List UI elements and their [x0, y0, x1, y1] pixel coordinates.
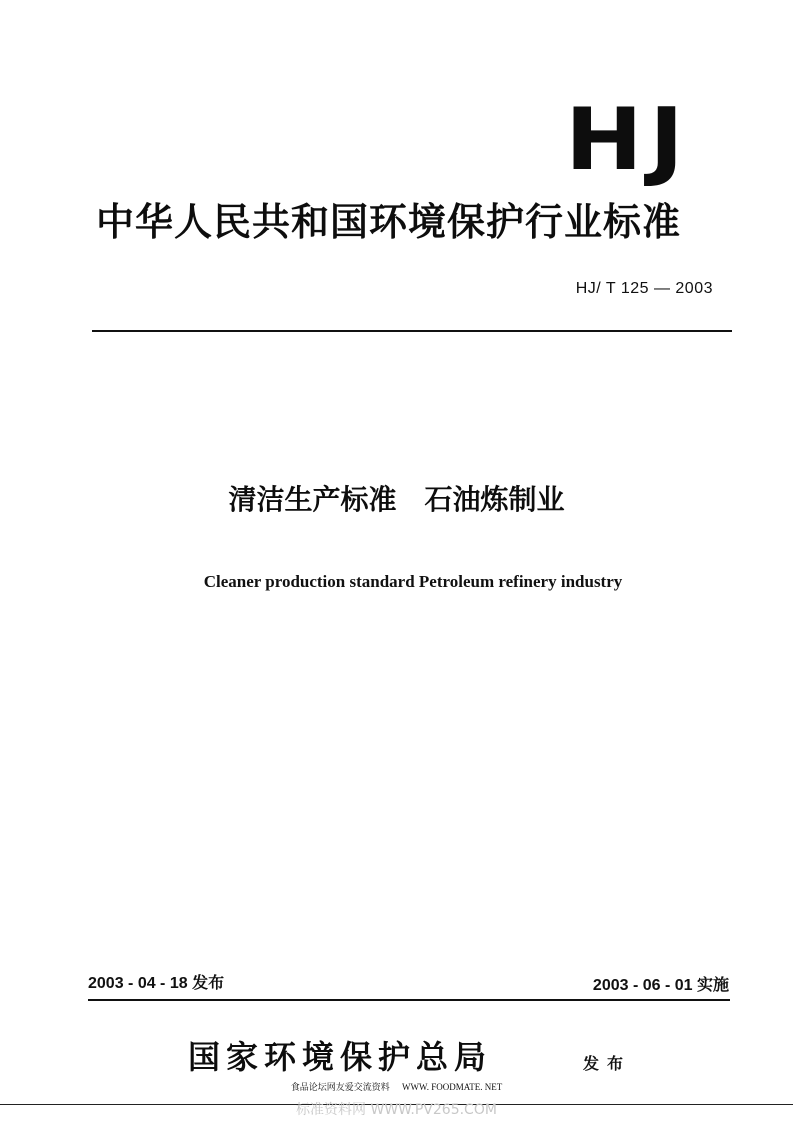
- header-divider: [92, 330, 732, 332]
- footer-divider: [88, 999, 730, 1001]
- source-line: [0, 1080, 793, 1094]
- standard-category-title: 中华人民共和国环境保护行业标准: [96, 200, 682, 244]
- publish-label: 发布: [583, 1054, 632, 1073]
- publisher-name: 国家环境保护总局: [188, 1038, 493, 1076]
- document-title-english: Cleaner production standard Petroleum refinery industry: [203, 572, 623, 591]
- issue-date: 2003 - 04 - 18 发布: [88, 975, 225, 992]
- document-title-chinese: 清洁生产标准 石油炼制业: [228, 483, 565, 516]
- watermark: 标准资料网 WWW.PV265.COM: [296, 1102, 497, 1118]
- source-text: 食品论坛网友爱交流资料: [290, 1082, 390, 1092]
- source-url: WWW. FOODMATE. NET: [402, 1082, 503, 1092]
- effective-date: 2003 - 06 - 01 实施: [592, 977, 729, 994]
- hj-logo: HJ: [565, 90, 691, 190]
- standard-number: HJ/ T 125 — 2003: [575, 280, 713, 297]
